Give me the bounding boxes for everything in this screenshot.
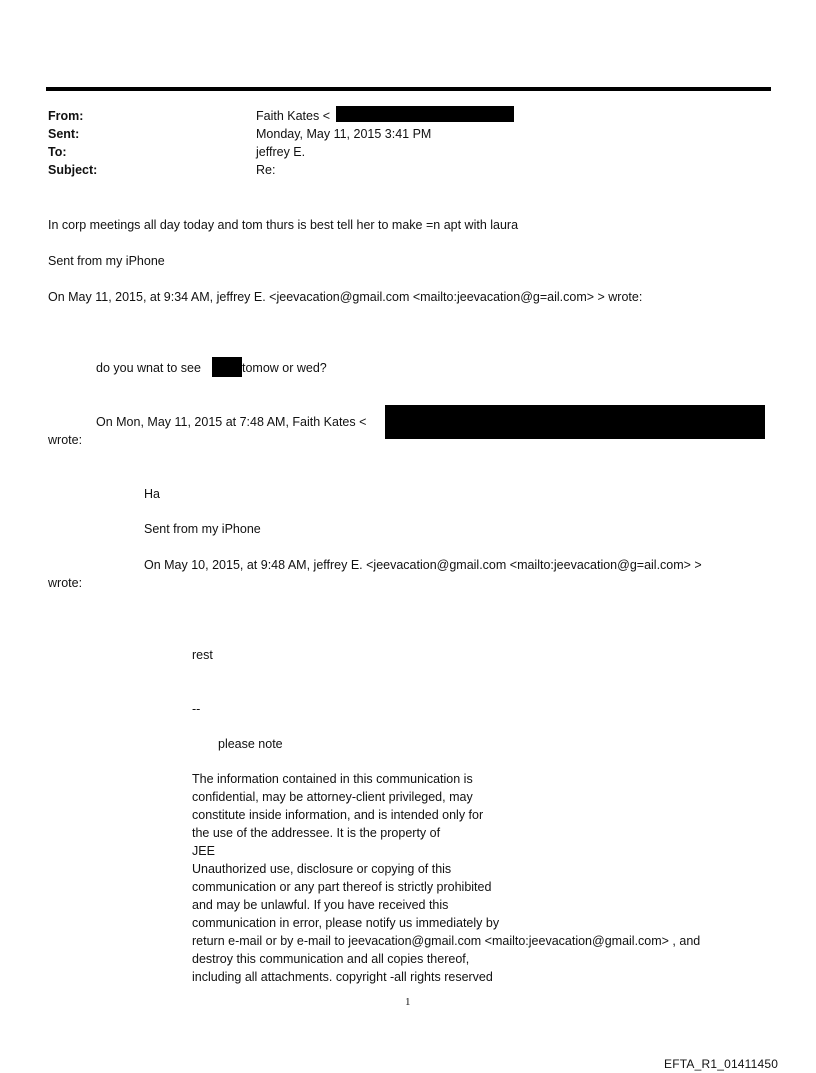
header-rule [46,87,771,91]
disclaimer-line: communication in error, please notify us immediately by [192,916,500,930]
quote-wrote-2: wrote: [48,433,83,447]
document-id: EFTA_R1_01411450 [664,1057,779,1071]
quoted-question-part-a: do you wnat to see [96,361,201,375]
subject-label: Subject: [48,163,98,177]
disclaimer-line: Unauthorized use, disclosure or copying of this [192,862,452,876]
disclaimer-line: destroy this communication and all copies thereof, [192,952,470,966]
redaction-box [385,405,765,439]
from-value: Faith Kates < [256,109,330,123]
signature-separator: -- [192,702,201,716]
sent-label: Sent: [48,127,80,141]
message-body-line: In corp meetings all day today and tom thurs is best tell her to make =n apt with laura [48,218,519,232]
quote-wrote-3: wrote: [48,576,83,590]
quote-intro-1: On May 11, 2015, at 9:34 AM, jeffrey E. <jeevacation@gmail.com <mailto:jeevacation@g=ail.com> > wrote: [48,290,643,304]
to-label: To: [48,145,67,159]
disclaimer-line: constitute inside information, and is intended only for [192,808,484,822]
disclaimer-line: including all attachments. copyright -all rights reserved [192,970,493,984]
quoted-reply-ha: Ha [144,487,160,501]
disclaimer-line: return e-mail or by e-mail to jeevacation@gmail.com <mailto:jeevacation@gmail.com> , and [192,934,701,948]
quote-intro-3: On May 10, 2015, at 9:48 AM, jeffrey E. <jeevacation@gmail.com <mailto:jeevacation@g=ail.com> > [144,558,702,572]
disclaimer-line: confidential, may be attorney-client privileged, may [192,790,473,804]
disclaimer-line: and may be unlawful. If you have received this [192,898,449,912]
disclaimer-line: The information contained in this communication is [192,772,473,786]
redaction-box [212,357,242,377]
subject-value: Re: [256,163,276,177]
quote-intro-2: On Mon, May 11, 2015 at 7:48 AM, Faith Kates < [96,415,367,429]
disclaimer-line: the use of the addressee. It is the property of [192,826,441,840]
signature-line: Sent from my iPhone [48,254,165,268]
sent-value: Monday, May 11, 2015 3:41 PM [256,127,432,141]
redaction-box [336,106,514,122]
from-label: From: [48,109,84,123]
to-value: jeffrey E. [256,145,306,159]
signature-line: Sent from my iPhone [144,522,261,536]
disclaimer-line: JEE [192,844,215,858]
quoted-question-part-b: tomow or wed? [242,361,327,375]
disclaimer-line: communication or any part thereof is strictly prohibited [192,880,492,894]
quoted-text-rest: rest [192,648,213,662]
please-note-heading: please note [218,737,283,751]
page-number: 1 [405,996,411,1008]
